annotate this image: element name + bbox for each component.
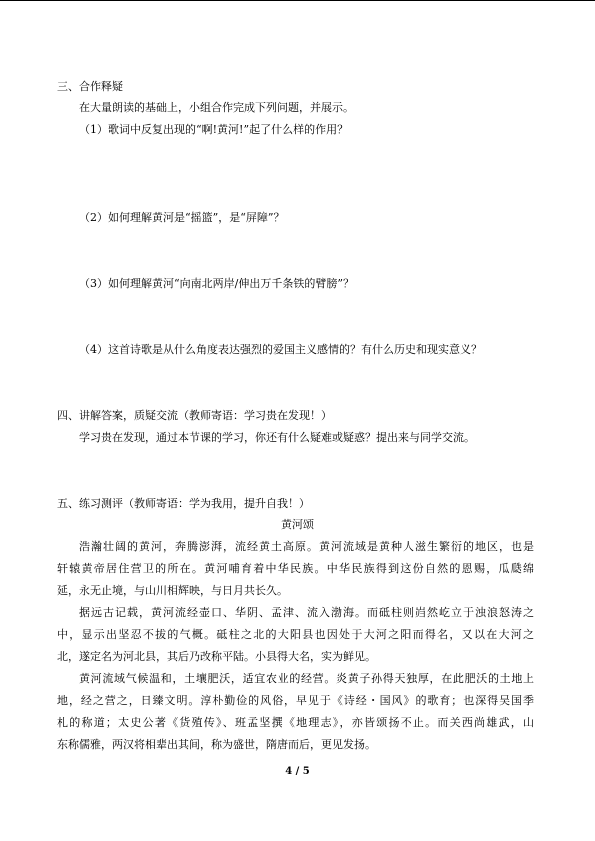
article-p2-line3: 北，遂定名为河北县，其后乃改称平陆。小县得大名，实为鲜见。 <box>57 650 376 663</box>
article-p1-line3: 延，永无止境，与山川相辉映，与日月共长久。 <box>57 584 288 597</box>
section4-heading: 四、讲解答案，质疑交流（教师寄语：学习贵在发现！） <box>57 409 332 422</box>
article-p1-line1: 浩瀚壮阔的黄河，奔腾澎湃，流经黄土高原。黄河流域是黄种人滋生繁衍的地区，也是 <box>79 540 534 553</box>
section3-heading: 三、合作释疑 <box>57 80 123 93</box>
article-title: 黄河颂 <box>281 518 314 531</box>
question-4: （4）这首诗歌是从什么角度表达强烈的爱国主义感情的？有什么历史和现实意义？ <box>79 343 482 356</box>
question-3: （3）如何理解黄河“向南北两岸/伸出万千条铁的臂膀”？ <box>79 277 354 290</box>
article-p3-line4: 东称儒雅，两汉将相辈出其间，称为盛世，隋唐而后，更见发扬。 <box>57 738 376 751</box>
article-p1-line2: 轩辕黄帝居住营卫的所在。黄河哺育着中华民族。中华民族得到这份自然的恩赐，瓜瓞绵 <box>57 562 534 575</box>
section5-heading: 五、练习测评（教师寄语：学为我用，提升自我！） <box>57 497 310 510</box>
article-p3-line2: 地，经之营之，日臻文明。淳朴勤俭的风俗，早见于《诗经・国风》的歌育；也深得吴国季 <box>57 694 534 707</box>
page-top-rule <box>0 0 595 1</box>
article-p3-line3: 札的称道；太史公著《货殖传》、班孟坚撰《地理志》，亦皆颂扬不止。而关西尚雄武，山 <box>57 716 534 729</box>
section3-intro: 在大量朗读的基础上，小组合作完成下列问题，并展示。 <box>79 101 354 114</box>
question-2: （2）如何理解黄河是“摇篮”，是“屏障”？ <box>79 211 285 224</box>
article-p2-line1: 据远古记载，黄河流经壶口、华阴、孟津、流入渤海。而砥柱则岿然屹立于浊浪怒涛之 <box>79 606 534 619</box>
article-p3-line1: 黄河流域气候温和，土壤肥沃，适宜农业的经营。炎黄子孙得天独厚，在此肥沃的土地上 <box>79 672 534 685</box>
page-number: 4 / 5 <box>285 766 310 777</box>
section4-body: 学习贵在发现，通过本节课的学习，你还有什么疑难或疑惑？提出来与同学交流。 <box>79 431 475 444</box>
question-1: （1）歌词中反复出现的“啊!黄河!”起了什么样的作用？ <box>79 123 349 136</box>
article-p2-line2: 中，显示出坚忍不拔的气概。砥柱之北的大阳县也因处于大河之阳而得名，又以在大河之 <box>57 628 534 641</box>
